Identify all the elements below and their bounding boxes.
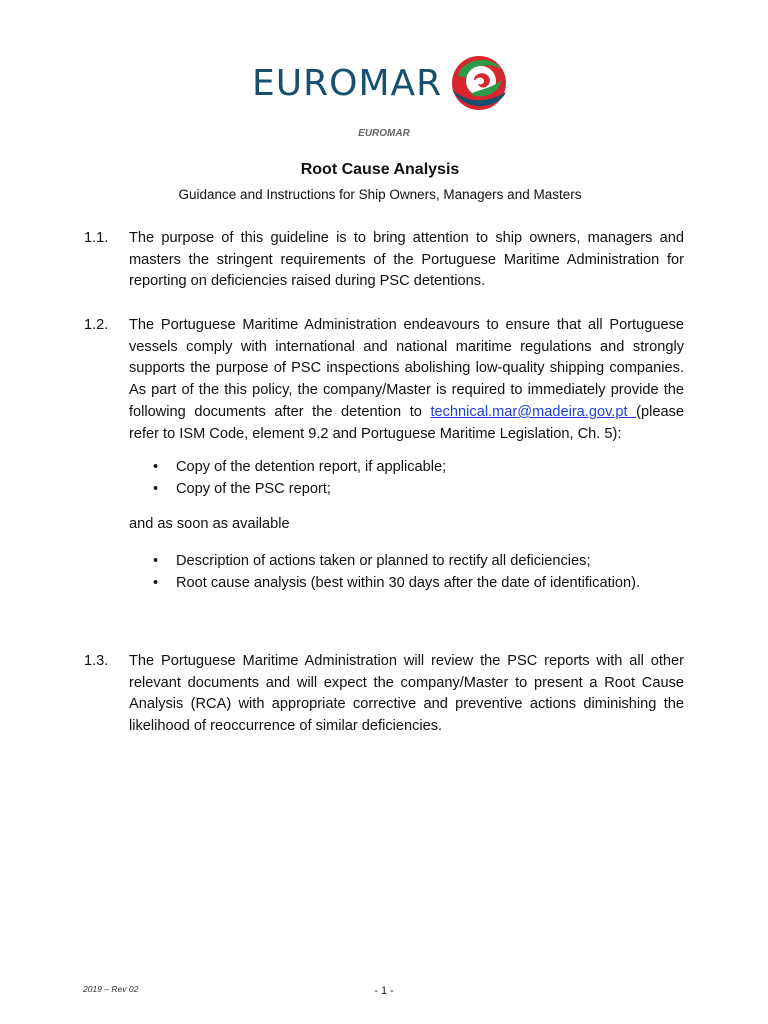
- section-1-2: [84, 315, 684, 594]
- page-number: - 1 -: [374, 985, 394, 997]
- euromar-logo: [252, 50, 512, 116]
- document-subtitle: Guidance and Instructions for Ship Owners, Managers and Masters: [178, 187, 582, 202]
- section-text: The Portuguese Maritime Administration will review the PSC reports with all other relevant documents and will expect the company/Master to present a Root Cause Analysis (RCA) with appropriate corrective and preventive actions diminishing the likelihood of reoccurrence of similar deficiencies.: [129, 653, 684, 735]
- section-number: 1.3.: [84, 653, 109, 669]
- connector-text: and as soon as available: [129, 516, 290, 533]
- list-item: • Copy of the detention report, if applicable;: [129, 456, 684, 478]
- brand-caption: EUROMAR: [358, 128, 410, 139]
- section-number: 1.2.: [84, 317, 109, 333]
- section-text-after-link: (please refer to ISM Code, element 9.2 and Portuguese Maritime Legislation, Ch. 5):: [129, 403, 684, 442]
- section-1-3: [84, 651, 684, 738]
- bullet-icon: •: [153, 552, 159, 569]
- logo-emblem-icon: [448, 50, 510, 112]
- email-link[interactable]: technical.mar@madeira.gov.pt: [430, 403, 637, 420]
- bullet-list-later: [129, 550, 684, 594]
- bullet-list-immediate-wrapper: [129, 456, 684, 500]
- list-item: • Description of actions taken or planned to rectify all deficiencies;: [129, 550, 684, 572]
- bullet-icon: •: [153, 459, 159, 476]
- revision-label: 2019 – Rev 02: [83, 984, 139, 994]
- section-number: 1.1.: [84, 230, 109, 246]
- section-text: [129, 315, 684, 445]
- bullet-list-later-wrapper: [129, 550, 684, 594]
- document-title: Root Cause Analysis: [300, 161, 460, 178]
- bullet-icon: •: [153, 574, 159, 591]
- bullet-icon: •: [153, 481, 159, 498]
- section-1-1: [84, 228, 684, 293]
- list-item: • Copy of the PSC report;: [129, 478, 684, 500]
- section-text-before-link: The Portuguese Maritime Administration endeavours to ensure that all Portuguese vessels comply with international and national maritime regulations and strongly supports the purpose of PSC inspections abolishing low-quality shipping companies. As part of the this policy, the company/Master is required to immediately provide the following documents after the detention to: [129, 317, 684, 420]
- bullet-list-immediate: [129, 456, 684, 500]
- list-item: • Root cause analysis (best within 30 days after the date of identification).: [129, 572, 684, 594]
- logo-wordmark: EUROMAR: [252, 63, 443, 104]
- section-text: The purpose of this guideline is to bring attention to ship owners, managers and masters the stringent requirements of the Portuguese Maritime Administration for reporting on deficiencies raised during PSC detentions.: [129, 230, 684, 290]
